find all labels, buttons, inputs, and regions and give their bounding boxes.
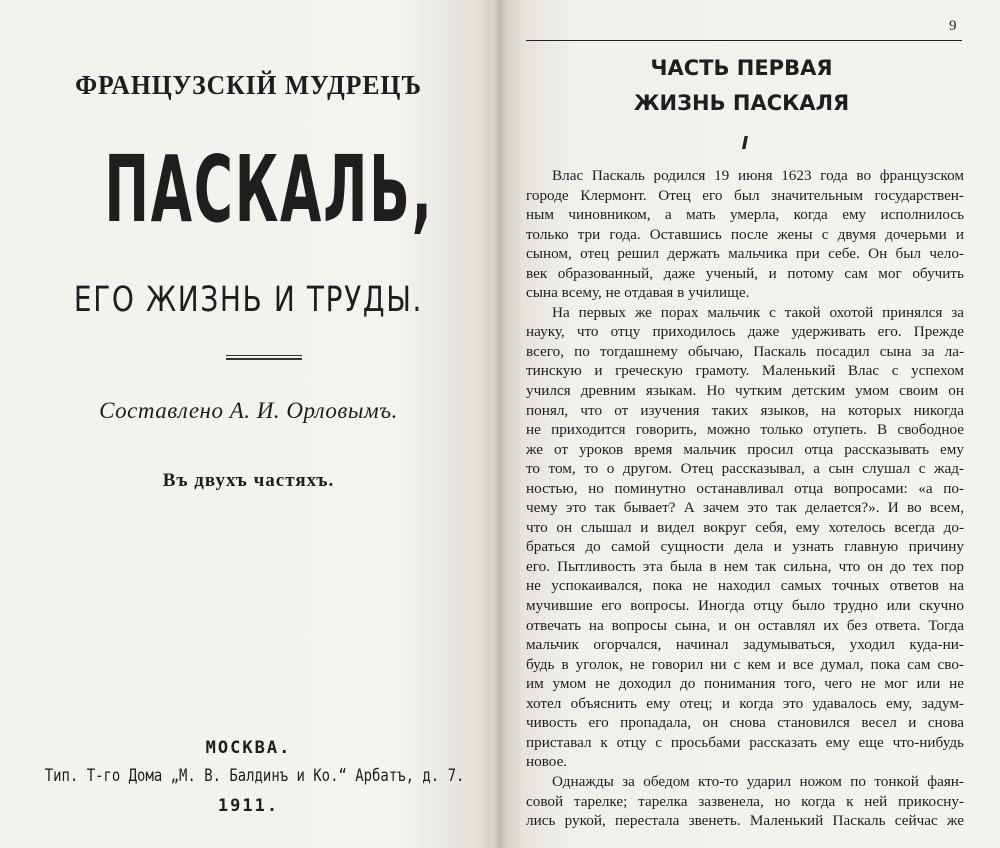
text-line: новое.: [526, 753, 568, 771]
title-page: [0, 0, 497, 848]
text-line: браться до самой сущности дела и узнать главную причину: [526, 538, 964, 556]
page-number: 9: [949, 18, 957, 34]
imprint-press: Тип. Т-го Дома „М. В. Балдинъ и Ко.“ Арбатъ, д. 7.: [44, 766, 465, 786]
text-line: Влас Паскаль родился 19 июня 1623 года во французском: [552, 167, 964, 184]
title-divider: [226, 355, 302, 360]
text-line: тинскую и греческую грамоту. Маленький Влас с успехом: [526, 362, 964, 380]
title-name: ПАСКАЛЬ,: [104, 136, 434, 243]
text-line: приставал к отцу с просьбами рассказать ему еще что-нибудь: [526, 733, 964, 751]
text-line: что он слышал и видел вокруг себя, ему хотелось всегда до-: [526, 518, 964, 536]
text-line: отвечать на вопросы сына, и он оставлял их без ответа. Тогда: [526, 616, 964, 634]
text-line: ностью, но поминутно останавливал отца вопросами: «а по-: [526, 479, 964, 497]
title-heading: ФРАНЦУЗСКІЙ МУДРЕЦЪ: [75, 70, 422, 100]
text-line: сына всему, не отдавая в училище.: [526, 284, 750, 302]
compiled-by: Составлено А. И. Орловымъ.: [99, 398, 398, 423]
text-line: науку, что отцу приходилось даже удерживать его. Прежде: [526, 323, 964, 341]
text-line: ным чиновником, а мать умерла, когда ему исполнилось: [526, 206, 964, 224]
text-line: всего, по тогдашнему обычаю, Паскаль посадил сына за ла-: [526, 342, 964, 360]
text-line: понял, что от изучения таких языков, на которых никогда: [526, 401, 964, 419]
imprint-year: 1911.: [217, 796, 280, 816]
text-line: хотел объяснить ему отец; и когда это удавалось ему, задум-: [526, 694, 964, 712]
parts-note: Въ двухъ частяхъ.: [162, 470, 335, 491]
text-line: Однажды за обедом кто-то ударил ножом по тонкой фаян-: [552, 772, 964, 790]
text-line: чивость его пропадала, он снова становился весел и снова: [526, 714, 964, 732]
text-line: век образованный, даже ученый, и потому сам мог обучить: [526, 264, 964, 282]
text-line: будь в уголок, не говорил ни с кем и все думал, пока сам сво-: [526, 655, 964, 673]
text-line: мальчик огорчался, начинал задумываться, уходил куда-ни-: [526, 636, 964, 654]
section-mark: I: [741, 133, 749, 154]
text-line: совой тарелке; тарелка зазвенела, но когда к ней прикосну-: [526, 792, 964, 810]
text-line: лись рукой, перестала звенеть. Маленький Паскаль сейчас же: [526, 812, 964, 830]
text-line: мучившие его вопросы. Иногда отцу было трудно или скучно: [526, 597, 964, 615]
text-line: им умом не доходил до понимания того, чего не мог или не: [526, 675, 964, 693]
imprint-city: МОСКВА.: [205, 738, 292, 758]
chapter-title: ЖИЗНЬ ПАСКАЛЯ: [633, 91, 850, 115]
text-line: учился древним языкам. Но чутким детским умом своим он: [526, 382, 964, 400]
book-gutter: [493, 0, 507, 848]
text-line: городе Клермонт. Отец его был значительным государствен-: [526, 186, 964, 204]
header-rule: [526, 40, 962, 41]
body-text: [526, 166, 964, 831]
text-line: На первых же порах мальчик с такой охотой принялся за: [552, 303, 964, 321]
text-line: не успокаивался, пока не находил самых точных ответов на: [526, 577, 964, 595]
text-line: не приходится говорить, можно только отупеть. В свободное: [526, 421, 964, 439]
text-line: чему это так бывает? А зачем это так делается?». И во всем,: [526, 499, 964, 517]
text-line: его. Пытливость эта была в нем так сильна, что он до тех пор: [526, 557, 964, 575]
text-line: только три года. Оставшись после жены с двумя дочерьми и: [526, 225, 964, 243]
text-line: сыном, отец решил держать мальчика при себе. Он был чело-: [526, 245, 964, 263]
text-line: то том, то о другом. Отец рассказывал, а сын слушал с жад-: [526, 460, 964, 478]
text-line: же от уроков время мальчик просил отца рассказывать ему: [526, 440, 964, 458]
title-subtitle: ЕГО ЖИЗНЬ И ТРУДЫ.: [73, 280, 424, 320]
part-title: ЧАСТЬ ПЕРВАЯ: [650, 56, 833, 80]
